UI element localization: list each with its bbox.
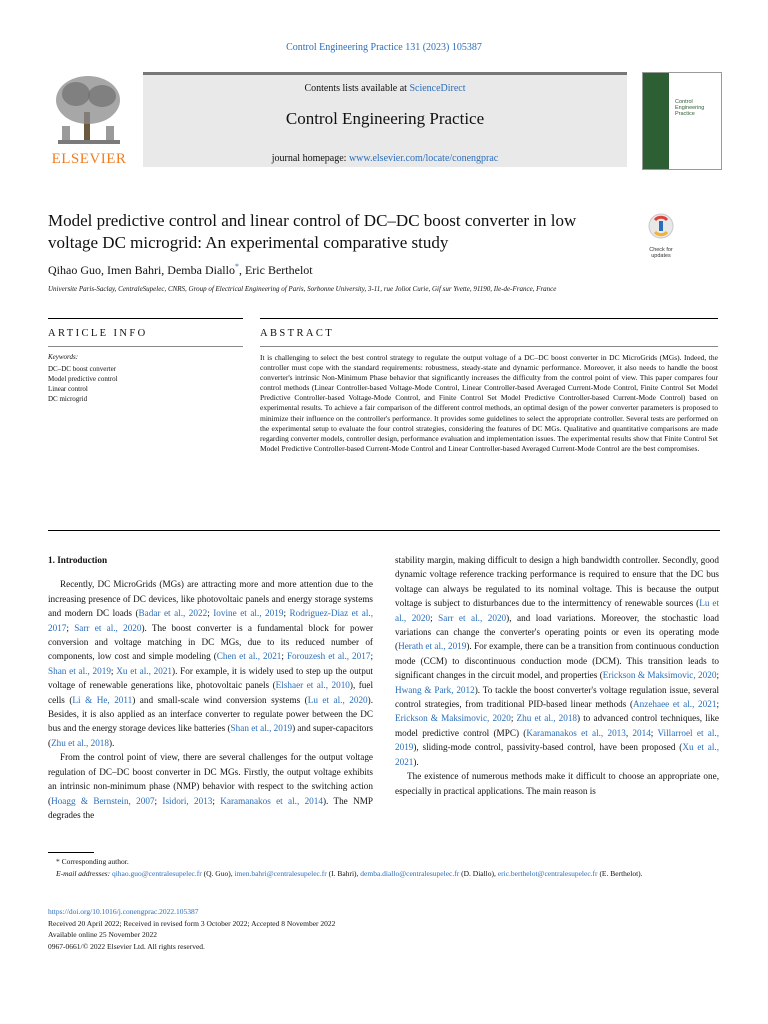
footnote-mark: * bbox=[56, 857, 60, 866]
citation-link[interactable]: Hoagg & Bernstein, 2007 bbox=[51, 795, 155, 806]
corresponding-label: Corresponding author. bbox=[61, 857, 129, 866]
corresponding-note bbox=[48, 856, 720, 868]
email-link[interactable]: qihao.guo@centralesupelec.fr bbox=[111, 869, 202, 878]
body-text: ). bbox=[108, 737, 115, 748]
contents-prefix: Contents lists available at bbox=[304, 83, 410, 94]
body-paragraph bbox=[395, 553, 719, 769]
body-text: ). The NMP degrades the bbox=[48, 795, 373, 820]
body-text: stability margin, making difficult to design a high bandwidth controller. Secondly, good dynamic voltage reference tracking performance is required to ensure that the DC bus voltage can always be regulated to its nominal voltage. This is because the output voltage is subject to disturbances due to the intermittency of renewable sources ( bbox=[395, 555, 719, 609]
check-updates-label: Check for updates bbox=[649, 247, 673, 259]
received-dates: Received 20 April 2022; Received in revised form 3 October 2022; Accepted 8 November 2022 bbox=[48, 918, 336, 928]
citation-link[interactable]: Erickson & Maksimovic, 2020 bbox=[395, 713, 511, 724]
publication-info bbox=[48, 906, 335, 952]
email-link[interactable]: demba.diallo@centralesupelec.fr bbox=[360, 869, 460, 878]
citation-link[interactable]: Badar et al., 2022 bbox=[138, 608, 208, 619]
authors-text: Qihao Guo, Imen Bahri, Demba Diallo bbox=[48, 263, 235, 277]
body-text: ; bbox=[650, 727, 658, 738]
body-text: ; bbox=[716, 670, 719, 681]
keywords-list bbox=[48, 364, 118, 404]
keywords-label: Keywords: bbox=[48, 353, 79, 361]
citation-link[interactable]: Li & He, 2011 bbox=[72, 694, 133, 705]
body-text: ). The boost converter is a fundamental block for power conversion and voltage matching in DC MGs, due to its reduced number of components, low cost and simple modeling ( bbox=[48, 622, 374, 662]
sciencedirect-link[interactable]: ScienceDirect bbox=[409, 83, 466, 94]
citation-link[interactable]: Sarr et al., 2020 bbox=[74, 622, 142, 633]
keyword-item: DC–DC boost converter bbox=[48, 365, 117, 373]
homepage-prefix: journal homepage: bbox=[271, 153, 349, 164]
citation-link[interactable]: Zhu et al., 2018 bbox=[516, 713, 578, 724]
email-owner: (D. Diallo), bbox=[459, 869, 498, 878]
article-info-rule bbox=[48, 318, 243, 319]
citation-link[interactable]: Isidori, 2013 bbox=[162, 795, 213, 806]
check-for-updates-button[interactable] bbox=[640, 212, 682, 258]
authors-tail: , Eric Berthelot bbox=[238, 263, 313, 277]
journal-masthead bbox=[143, 72, 627, 167]
body-text: ). To tackle the boost converter's voltage regulation issue, several control strategies, from traditional PID-based linear methods ( bbox=[395, 684, 719, 710]
section-title: 1. Introduction bbox=[48, 555, 108, 565]
author-list bbox=[48, 262, 313, 278]
citation-link[interactable]: Xu et al., 2021 bbox=[116, 665, 173, 676]
doi-link[interactable]: https://doi.org/10.1016/j.conengprac.2022.105387 bbox=[48, 907, 199, 916]
citation-link[interactable]: Hwang & Park, 2012 bbox=[395, 684, 475, 695]
journal-name: Control Engineering Practice bbox=[285, 109, 485, 128]
body-text: ). bbox=[413, 756, 419, 767]
body-text: ). For example, there can be a transition from continuous conduction mode (CCM) to discontinuous conduction mode (DCM). This transition leads to significant changes in the circuit model, and properties ( bbox=[395, 641, 719, 681]
citation-link[interactable]: Shan et al., 2019 bbox=[230, 723, 293, 734]
body-text: ; bbox=[154, 795, 163, 806]
body-text: ; bbox=[370, 651, 373, 662]
available-online: Available online 25 November 2022 bbox=[48, 930, 157, 939]
keyword-item: Model predictive control bbox=[48, 375, 118, 383]
journal-homepage bbox=[143, 153, 627, 164]
copyright: 0967-0661/© 2022 Elsevier Ltd. All rights reserved. bbox=[48, 941, 205, 951]
body-text: ; bbox=[207, 608, 214, 619]
citation-link[interactable]: Sarr et al., 2020 bbox=[438, 612, 507, 623]
abstract-rule bbox=[260, 318, 718, 319]
citation-link[interactable]: Villarroel et al., 2019 bbox=[395, 727, 719, 753]
citation-link[interactable]: Karamanakos et al., 2013 bbox=[526, 727, 626, 738]
body-text: ; bbox=[66, 622, 75, 633]
body-text: ; bbox=[281, 651, 287, 662]
email-list bbox=[112, 869, 643, 878]
body-text: ), and load variations. Moreover, the stochastic load variations can change the converter's operating points or even its operating mode ( bbox=[395, 612, 719, 652]
abstract-text: It is challenging to select the best control strategy to regulate the output voltage of a DC–DC boost converter in DC MicroGrids (MGs). Indeed, the controller must cope with the standard requirements: robustness, steady-state and dynamic performance. Moreover, it also needs to handle the boost converter's intrinsic Non-Minimum Phase behavior that significantly increases the difficulty from the control point of view. This paper compares four control methods (Linear Controller-based Voltage-Mode Control, Linear Controller-based Averaged Current-Mode Control, Finite Control Set Model Predictive Controller-based Voltage-Mode Control, and Finite Control Set Model Predictive Controller-based Current-Mode Control) based on experimental results. To achieve a fair comparison of the different control methods, an optimal design of the power converter parameters is proposed to minimize their influence on the controller's performance. It provides some guidelines to select the appropriate controller. Several tests are performed on the experimental setup to evaluate the four control strategies, considering the features of DC MGs. Qualitative and quantitative comparisons are made regarding converter models, controller design, performance evaluation and implementation issues. The experimental results show that Finite Control Set Model Predictive Controller-based Current-Mode Control and Linear Controller-based Averaged Current-Mode Control are the best compromises. bbox=[260, 353, 718, 453]
body-text: ; bbox=[110, 665, 117, 676]
body-text: ) and small-scale wind conversion systems ( bbox=[132, 694, 308, 705]
citation-link[interactable]: Karamanakos et al., 2014 bbox=[220, 795, 323, 806]
body-text: Recently, DC MicroGrids (MGs) are attracting more and more attention due to the increasing presence of DC devices, like photovoltaic panels and energy storage systems and modern DC loads ( bbox=[48, 579, 373, 619]
homepage-link[interactable]: www.elsevier.com/locate/conengprac bbox=[348, 153, 499, 164]
email-label: E-mail addresses: bbox=[56, 869, 111, 878]
body-text: ) to advanced control techniques, like model predictive control (MPC) ( bbox=[395, 713, 720, 738]
body-text: ), fuel cells ( bbox=[48, 680, 374, 705]
abstract-bottom-rule bbox=[48, 530, 720, 531]
elsevier-logo[interactable] bbox=[48, 72, 130, 168]
body-text: From the control point of view, there are several challenges for the output voltage regulation of DC–DC boost converter in DC MGs. Firstly, the output voltage exhibits an intrinsic non-minimum phase (NMP) behavior with respect to the switching action ( bbox=[48, 752, 373, 806]
citation-link[interactable]: Lu et al., 2020 bbox=[307, 694, 368, 705]
body-text: , bbox=[625, 727, 633, 738]
body-text: ) and super-capacitors ( bbox=[48, 723, 374, 748]
contents-available bbox=[143, 83, 627, 94]
citation-link[interactable]: Lu et al., 2020 bbox=[395, 598, 719, 623]
body-text: ; bbox=[510, 713, 517, 724]
journal-cover-thumbnail[interactable] bbox=[642, 72, 722, 170]
citation-link[interactable]: Erickson & Maksimovic, 2020 bbox=[602, 670, 717, 681]
citation-link[interactable]: Shan et al., 2019 bbox=[48, 665, 111, 676]
cover-band bbox=[643, 73, 669, 169]
publisher-name: ELSEVIER bbox=[51, 151, 127, 167]
citation-link[interactable]: Rodriguez-Diaz et al., 2017 bbox=[48, 608, 374, 633]
affiliation: Universite Paris-Saclay, CentraleSupelec, CNRS, Group of Electrical Engineering of Paris, Sorbonne University, 3-11, rue Joliot Curie, Gif sur Yvette, 91190, Ile-de-France, France bbox=[48, 285, 557, 293]
body-column-right bbox=[395, 553, 719, 798]
body-text: ). For example, it is widely used to step up the output voltage of renewable generations like, photovoltaic panels ( bbox=[48, 665, 373, 691]
body-text: The existence of numerous methods make it difficult to choose an appropriate one, especially in practical applications. The main reason is bbox=[395, 771, 719, 796]
article-title: Model predictive control and linear control of DC–DC boost converter in low voltage DC microgrid: An experimental comparative study bbox=[48, 211, 577, 252]
body-text: ; bbox=[430, 612, 439, 623]
email-line bbox=[48, 868, 720, 880]
body-text: ), sliding-mode control, passivity-based control, have been proposed ( bbox=[413, 742, 683, 753]
body-paragraph bbox=[48, 750, 373, 822]
citation-link[interactable]: Herath et al., 2019 bbox=[398, 641, 467, 652]
email-link[interactable]: imen.bahri@centralesupelec.fr bbox=[234, 869, 327, 878]
citation-link[interactable]: Zhu et al., 2018 bbox=[51, 737, 109, 748]
abstract-subrule bbox=[260, 346, 718, 347]
citation-link[interactable]: Iovine et al., 2019 bbox=[213, 608, 284, 619]
email-link[interactable]: eric.berthelot@centralesupelec.fr bbox=[497, 869, 598, 878]
body-paragraph bbox=[48, 577, 373, 750]
citation-link[interactable]: 2014 bbox=[632, 727, 651, 738]
footnote bbox=[48, 856, 720, 880]
abstract-heading: ABSTRACT bbox=[260, 328, 335, 339]
email-owner: (E. Berthelot). bbox=[597, 869, 643, 878]
email-owner: (Q. Guo), bbox=[201, 869, 235, 878]
corresponding-author-mark[interactable]: * bbox=[234, 262, 239, 271]
email-owner: (I. Bahri), bbox=[326, 869, 361, 878]
check-updates-icon bbox=[640, 212, 682, 242]
article-info-heading: ARTICLE INFO bbox=[48, 328, 148, 339]
body-text: ; bbox=[212, 795, 221, 806]
journal-citation-link[interactable]: Control Engineering Practice 131 (2023) 105387 bbox=[286, 42, 482, 53]
citation-link[interactable]: Forouzesh et al., 2017 bbox=[286, 651, 371, 662]
body-text: ). Besides, it is also applied as an interface converter to regulate power between the DC bus and the energy storage devices like batteries ( bbox=[48, 694, 373, 734]
citation-link[interactable]: Elshaer et al., 2010 bbox=[275, 680, 350, 691]
body-text: ; bbox=[283, 608, 290, 619]
body-paragraph bbox=[395, 769, 719, 798]
citation-link[interactable]: Chen et al., 2021 bbox=[216, 651, 282, 662]
body-column-left bbox=[48, 553, 373, 822]
footnote-rule bbox=[48, 852, 94, 853]
article-info-subrule bbox=[48, 346, 243, 347]
cover-title: Control Engineering Practice bbox=[675, 99, 705, 117]
keyword-item: Linear control bbox=[48, 385, 88, 393]
citation-link[interactable]: Xu et al., 2021 bbox=[395, 742, 719, 767]
elsevier-tree-icon bbox=[48, 72, 130, 148]
citation-link[interactable]: Anzehaee et al., 2021 bbox=[633, 699, 717, 710]
body-text: ; bbox=[716, 699, 719, 710]
keyword-item: DC microgrid bbox=[48, 395, 88, 403]
